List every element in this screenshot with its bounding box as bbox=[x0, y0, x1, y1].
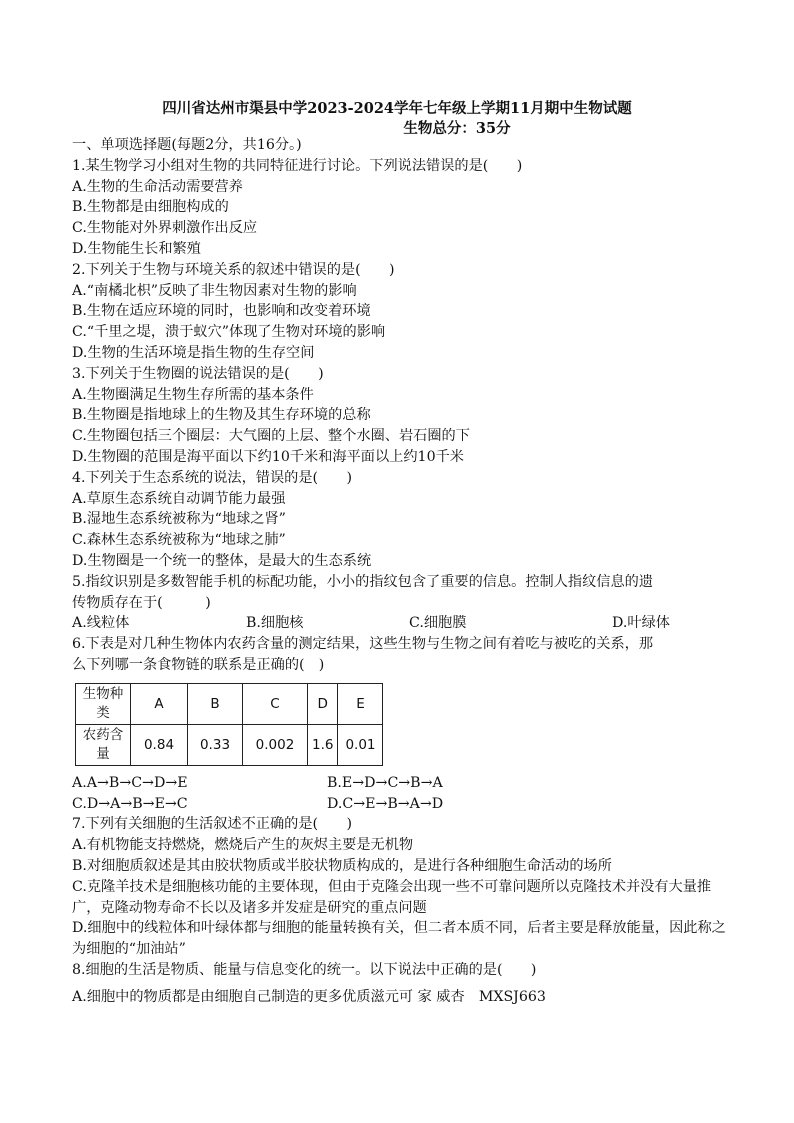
question-stem: 1.某生物学习小组对生物的共同特征进行讨论。下列说法错误的是( ) bbox=[72, 157, 523, 174]
table-row bbox=[76, 683, 383, 724]
option-d: D.细胞中的线粒体和叶绿体都与细胞的能量转换有关，但二者本质不同，后者主要是释放能量，因此称之为细胞的“加油站” bbox=[72, 920, 726, 958]
option-b: B.生物在适应环境的同时，也影响和改变着环境 bbox=[72, 303, 371, 320]
option-d: D.生物圈的范围是海平面以下约10千米和海平面以上约10千米 bbox=[72, 448, 464, 465]
question-3 bbox=[72, 364, 732, 468]
options-row bbox=[72, 613, 732, 634]
option-b: B.细胞核 bbox=[246, 615, 304, 632]
question-2 bbox=[72, 260, 732, 364]
option-d: D.生物能生长和繁殖 bbox=[72, 240, 201, 257]
option-d: D.C→E→B→A→D bbox=[327, 795, 444, 812]
option-a: A.细胞中的物质都是由细胞自己制造的更多优质滋元可 家 威杏 MXSJ663 bbox=[72, 988, 546, 1005]
question-stem: 8.细胞的生活是物质、能量与信息变化的统一。以下说法中正确的是( ) bbox=[72, 961, 537, 978]
option-d: D.叶绿体 bbox=[612, 615, 670, 632]
table-header-cell: 生物种类 bbox=[76, 683, 131, 724]
option-b: B.湿地生态系统被称为“地球之肾” bbox=[72, 511, 286, 528]
option-a: A.A→B→C→D→E bbox=[72, 774, 188, 791]
question-stem-continued: 么下列哪一条食物链的联系是正确的( ) bbox=[72, 656, 325, 673]
pesticide-table bbox=[75, 683, 383, 766]
option-c: C.D→A→B→E→C bbox=[72, 795, 188, 812]
question-1 bbox=[72, 156, 732, 260]
table-cell: C bbox=[243, 683, 308, 724]
question-8 bbox=[72, 960, 732, 1008]
table-cell: 1.6 bbox=[308, 724, 338, 765]
option-a: A.生物圈满足生物生存所需的基本条件 bbox=[72, 386, 314, 403]
option-a: A.草原生态系统自动调节能力最强 bbox=[72, 490, 286, 507]
question-7 bbox=[72, 814, 732, 960]
option-d: D.生物的生活环境是指生物的生存空间 bbox=[72, 344, 315, 361]
options-row bbox=[72, 773, 732, 794]
table-row bbox=[76, 724, 383, 765]
exam-title: 四川省达州市渠县中学2023-2024学年七年级上学期11月期中生物试题 bbox=[162, 100, 632, 117]
question-stem: 2.下列关于生物与环境关系的叙述中错误的是( ) bbox=[72, 261, 395, 278]
option-c: C.克隆羊技术是细胞核功能的主要体现，但由于克隆会出现一些不可靠问题所以克隆技术并没有大量推广，克隆动物寿命不长以及诸多并发症是研究的重点问题 bbox=[72, 878, 712, 916]
option-a: A.有机物能支持燃烧，燃烧后产生的灰烬主要是无机物 bbox=[72, 837, 414, 854]
question-stem-continued: 传物质存在于( ) bbox=[72, 594, 211, 611]
table-cell: 0.84 bbox=[131, 724, 188, 765]
option-c: C.“千里之堤，溃于蚁穴”体现了生物对环境的影响 bbox=[72, 324, 386, 341]
table-cell: 0.01 bbox=[338, 724, 383, 765]
options-row bbox=[72, 794, 732, 815]
option-d: D.生物圈是一个统一的整体，是最大的生态系统 bbox=[72, 552, 372, 569]
option-b: B.生物圈是指地球上的生物及其生存环境的总称 bbox=[72, 407, 371, 424]
option-a: A.“南橘北枳”反映了非生物因素对生物的影响 bbox=[72, 282, 357, 299]
option-c: C.森林生态系统被称为“地球之肺” bbox=[72, 532, 286, 549]
option-b: B.生物都是由细胞构成的 bbox=[72, 199, 229, 216]
question-4 bbox=[72, 468, 732, 572]
question-stem: 6.下表是对几种生物体内农药含量的测定结果，这些生物与生物之间有着吃与被吃的关系，那 bbox=[72, 636, 654, 653]
option-c: C.细胞膜 bbox=[409, 615, 467, 632]
table-cell: 0.33 bbox=[188, 724, 243, 765]
option-c: C.生物圈包括三个圈层：大气圈的上层、整个水圈、岩石圈的下 bbox=[72, 428, 470, 445]
table-cell: A bbox=[131, 683, 188, 724]
question-stem: 3.下列关于生物圈的说法错误的是( ) bbox=[72, 365, 324, 382]
option-b: B.对细胞质叙述是其由胶状物质或半胶状物质构成的，是进行各种细胞生命活动的场所 bbox=[72, 857, 612, 874]
option-a: A.生物的生命活动需要营养 bbox=[72, 178, 243, 195]
table-cell: D bbox=[308, 683, 338, 724]
option-c: C.生物能对外界刺激作出反应 bbox=[72, 220, 258, 237]
section-heading: 一、单项选择题(每题2分，共16分。) bbox=[72, 137, 302, 153]
table-cell: B bbox=[188, 683, 243, 724]
option-a: A.线粒体 bbox=[72, 615, 130, 632]
option-b: B.E→D→C→B→A bbox=[327, 774, 443, 791]
question-stem: 4.下列关于生态系统的说法，错误的是( ) bbox=[72, 469, 352, 486]
exam-content bbox=[72, 135, 732, 1007]
question-stem: 5.指纹识别是多数智能手机的标配功能，小小的指纹包含了重要的信息。控制人指纹信息的遗 bbox=[72, 573, 654, 590]
question-stem: 7.下列有关细胞的生活叙述不正确的是( ) bbox=[72, 816, 352, 833]
question-5 bbox=[72, 572, 732, 634]
table-header-cell: 农药含量 bbox=[76, 724, 131, 765]
question-6 bbox=[72, 634, 732, 814]
exam-subtitle: 生物总分：35分 bbox=[403, 120, 511, 137]
table-cell: E bbox=[338, 683, 383, 724]
table-cell: 0.002 bbox=[243, 724, 308, 765]
